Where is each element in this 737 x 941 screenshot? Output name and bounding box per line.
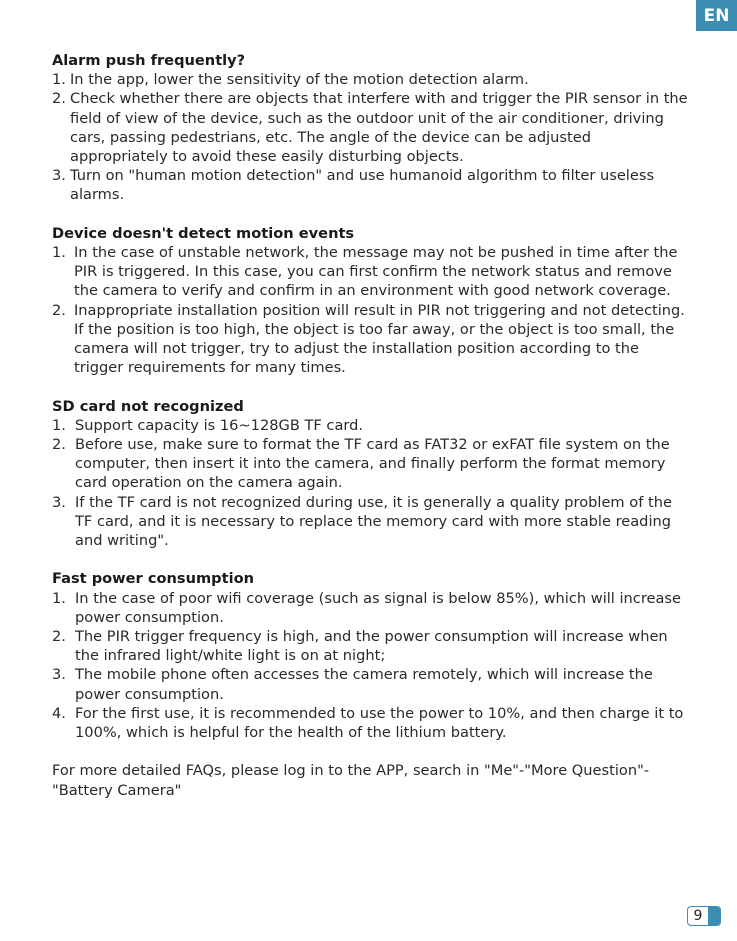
footer-note: For more detailed FAQs, please log in to the APP, search in "Me"-"More Question"-"Battery Camera" [52, 762, 650, 799]
list-item: 2. Inappropriate installation position will result in PIR not triggering and not detecting. If the position is too high, the object is too far away, or the object is too small, the camera will not trigger, try to adjust the installation position according to the trigger requirements for many times. [52, 301, 685, 377]
page-number-tab [687, 906, 721, 926]
language-badge: EN [696, 0, 737, 31]
faq-content [52, 51, 692, 800]
faq-section-power-consumption [52, 569, 692, 742]
list-item: 2. Before use, make sure to format the TF card as FAT32 or exFAT file system on the computer, then insert it into the camera, and finally perform the format memory card operation on the camera again. [52, 436, 670, 492]
answer-list [52, 589, 692, 743]
faq-section-motion-events [52, 224, 692, 378]
section-heading: Device doesn't detect motion events [52, 224, 355, 242]
list-item: 2. Check whether there are objects that interfere with and trigger the PIR sensor in the field of view of the device, such as the outdoor unit of the air conditioner, driving cars, passing pedestrians, etc. The angle of the device can be adjusted appropriately to avoid these easily disturbing objects. [52, 90, 688, 166]
list-item: 1. In the case of unstable network, the message may not be pushed in time after the PIR is triggered. In this case, you can first confirm the network status and remove the camera to verify and confirm in an environment with good network coverage. [52, 244, 678, 300]
answer-list [52, 416, 692, 550]
list-item: 3. The mobile phone often accesses the camera remotely, which will increase the power consumption. [52, 666, 653, 703]
list-item: 1. In the case of poor wifi coverage (such as signal is below 85%), which will increase power consumption. [52, 589, 682, 626]
list-item: 1. In the app, lower the sensitivity of the motion detection alarm. [52, 71, 529, 89]
list-item: 1. Support capacity is 16~128GB TF card. [52, 416, 364, 434]
list-item: 3. If the TF card is not recognized during use, it is generally a quality problem of the TF card, and it is necessary to replace the memory card with more stable reading and writing". [52, 493, 672, 550]
section-heading: SD card not recognized [52, 397, 244, 415]
list-item: 4. For the first use, it is recommended to use the power to 10%, and then charge it to 100%, which is helpful for the health of the lithium battery. [52, 704, 684, 742]
list-item: 3. Turn on "human motion detection" and use humanoid algorithm to filter useless alarms. [52, 167, 655, 204]
list-item: 2. The PIR trigger frequency is high, and the power consumption will increase when the infrared light/white light is on at night; [52, 628, 668, 665]
faq-section-sd-card [52, 397, 692, 551]
faq-section-alarm-push [52, 51, 692, 205]
page-number: 9 [693, 908, 703, 924]
section-heading: Fast power consumption [52, 570, 255, 588]
answer-list [52, 70, 692, 204]
section-heading: Alarm push frequently? [52, 52, 246, 69]
page-tab-decoration [708, 907, 720, 925]
answer-list [52, 243, 692, 377]
